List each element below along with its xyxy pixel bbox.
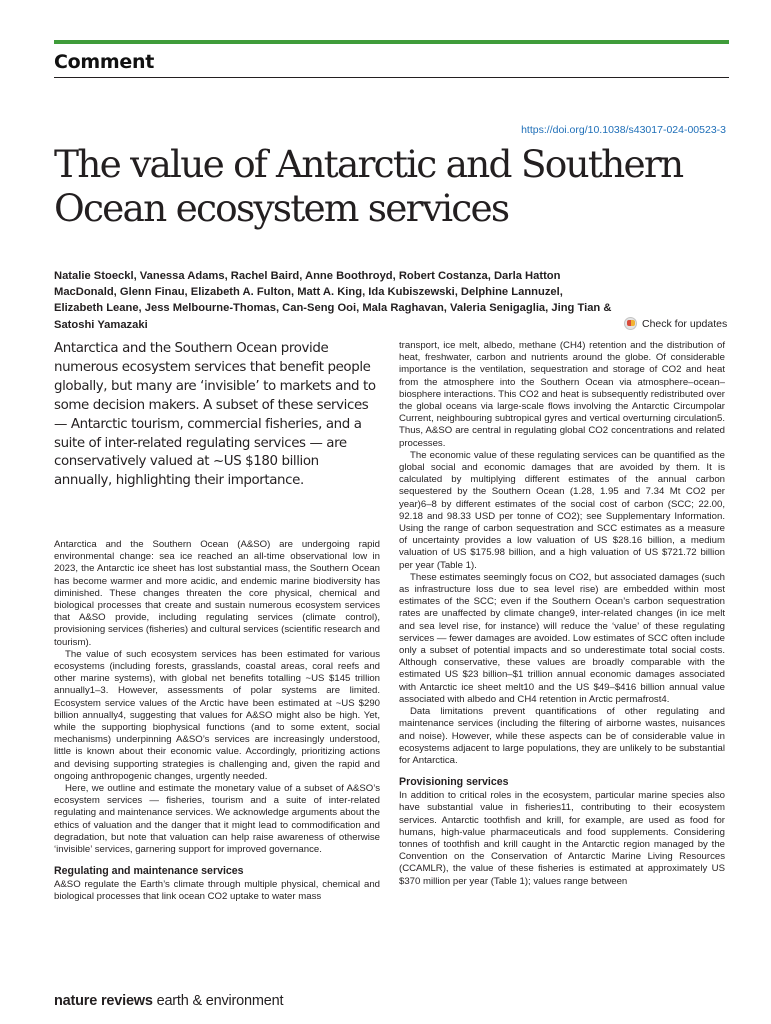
article-title: The value of Antarctic and Southern Ocean ecosystem services: [54, 142, 683, 230]
crossmark-icon: [624, 317, 637, 330]
right-body: [399, 340, 725, 888]
check-for-updates-label: Check for updates: [642, 317, 728, 330]
header-divider: [54, 77, 729, 78]
left-body: [54, 539, 380, 904]
journal-name-bold: nature reviews: [54, 993, 153, 1009]
body-paragraph: The value of such ecosystem services has been estimated for various ecosystems (including forests, grasslands, coastal areas, coral reefs and other marine systems), with global net benefits totalling ~US $145 trillion annually1–3. However, assessments of polar systems are limited. Ecosystem service values of the Arctic have been estimated at ~US $290 billion annually4, suggesting that values for A&SO might also be high. Yet, while the supporting biophysical functions (and to some extent, social mechanisms) underpinning A&SO’s services are increasingly understood, little is known about their economic value. Accordingly, prioritizing actions and devising supporting strategies is challenging and, given the rapid and ongoing anthropogenic changes, urgently needed.: [54, 648, 380, 782]
body-paragraph: Here, we outline and estimate the monetary value of a subset of A&SO’s ecosystem services — fisheries, tourism and a suite of inter-related regulating and maintenance services. We acknowledge arguments about the ethics of valuation and the danger that it might lead to commodification and degradation, but note that valuation can help raise awareness of otherwise ‘invisible’ services, garnering support for improved governance.: [54, 783, 380, 856]
body-paragraph: Antarctica and the Southern Ocean (A&SO) are undergoing rapid environmental change: sea ice reached an all-time observational low in 2023, the Antarctic ice sheet has lost substantial mass, the Southern Ocean has become warmer and more acidic, and endemic marine biodiversity has diminished. These changes threaten the core physical, chemical and biological processes that create and sustain numerous ecosystem services that A&SO provide, including regulating services (climate control), provisioning services (fisheries) and cultural services (scientific research and tourism).: [54, 539, 380, 648]
section-heading-provisioning: Provisioning services: [399, 776, 509, 789]
standfirst: Antarctica and the Southern Ocean provide numerous ecosystem services that benefit people globally, but many are ‘invisible’ to markets and to some decision makers. A subset of these services — Antarctic tourism, commercial fisheries, and a suite of inter-related regulating services — are conservatively valued at ~US $180 billion annually, highlighting their importance.: [54, 341, 376, 489]
journal-footer: [54, 993, 283, 1009]
body-paragraph: A&SO regulate the Earth’s climate through multiple physical, chemical and biological processes that link ocean CO2 uptake to water mass: [54, 879, 380, 903]
doi-link-container: [521, 124, 726, 136]
body-paragraph: transport, ice melt, albedo, methane (CH4) retention and the distribution of heat, freshwater, carbon and nutrients around the globe. Of considerable importance is the ventilation, sequestration and storage of CO2 and heat from the atmosphere into the Southern Ocean via atmosphere–ocean–biosphere interactions. This CO2 and heat is subsequently redistributed over the global oceans via large-scale flows involving the Antarctic Circumpolar Current, neighbouring subtropical gyres and vertical overturning circulation5. Thus, A&SO are central in regulating global CO2 concentrations and related processes.: [399, 340, 725, 449]
body-paragraph: Data limitations prevent quantifications of other regulating and maintenance services (including the filtering of airborne wastes, nuisances and noise). However, while these aspects can be of considerable value in ecosystems adjacent to large populations, they are unlikely to be substantial for Antarctica.: [399, 706, 725, 766]
section-label: Comment: [54, 51, 154, 73]
journal-name-rest: earth & environment: [152, 993, 284, 1009]
author-list: Natalie Stoeckl, Vanessa Adams, Rachel Baird, Anne Boothroyd, Robert Costanza, Darla Hatton MacDonald, Glenn Finau, Elizabeth A. Fulton, Matt A. King, Ida Kubiszewski, Delphine Lannuzel, Elizabeth Leane, Jess Melbourne-Thomas, Can-Seng Ooi, Mala Raghavan, Valeria Senigaglia, Jing Tian & Satoshi Yamazaki: [54, 270, 612, 331]
left-column: [54, 340, 380, 491]
body-paragraph: These estimates seemingly focus on CO2, but associated damages (such as infrastructure loss due to sea level rise) are embedded within most estimates of the SCC; even if the Southern Ocean’s carbon sequestration rates are unaffected by climate change9, inter-related changes (in ice melt and sea level rise, for instance) will reduce the ‘value’ of these regulating services — fewer damages are avoided. Low estimates of SCC often include only a subset of potential impacts and so underestimate total social costs. Although conservative, these values are broadly comparable with the estimated US $23 billion–$1 trillion annual economic damages associated with Antarctic ice sheet melt10 and the US $49–$416 billion annual value associated with albedo and CH4 retention in Arctic permafrost4.: [399, 571, 725, 705]
header-accent-rule: [54, 40, 729, 44]
section-heading-regulating: Regulating and maintenance services: [54, 865, 244, 878]
body-paragraph: The economic value of these regulating services can be quantified as the global social and economic damages that are avoided by them. It is calculated by multiplying different estimates of the annual carbon sequestered by the Southern Ocean (1.28, 1.95 and 7.34 Mt CO2 per year)6–8 by different estimates of the social cost of carbon (SCC; 22.00, 92.18 and 98.33 USD per tonne of CO2); see Supplementary Information. Using the range of carbon sequestration and SCC estimates as a measure of uncertainty provides a low valuation of US $28.16 billion, a medium valuation of US $175.98 billion, and a high valuation of US $721.72 billion per year (Table 1).: [399, 449, 725, 571]
body-paragraph: In addition to critical roles in the ecosystem, particular marine species also have substantial value in fisheries11, contributing to their ecosystem services. Antarctic toothfish and krill, for example, are used as food for humans, high-value pharmaceuticals and food supplements. Considering tonnes of toothfish and krill caught in the Antarctic region managed by the Convention on the Conservation of Antarctic Marine Living Resources (CCAMLR), the value of these fisheries is estimated at approximately US $370 million per year (Table 1); values range between: [399, 790, 725, 887]
check-for-updates-button[interactable]: [624, 317, 727, 330]
doi-link[interactable]: https://doi.org/10.1038/s43017-024-00523-3: [521, 124, 726, 136]
